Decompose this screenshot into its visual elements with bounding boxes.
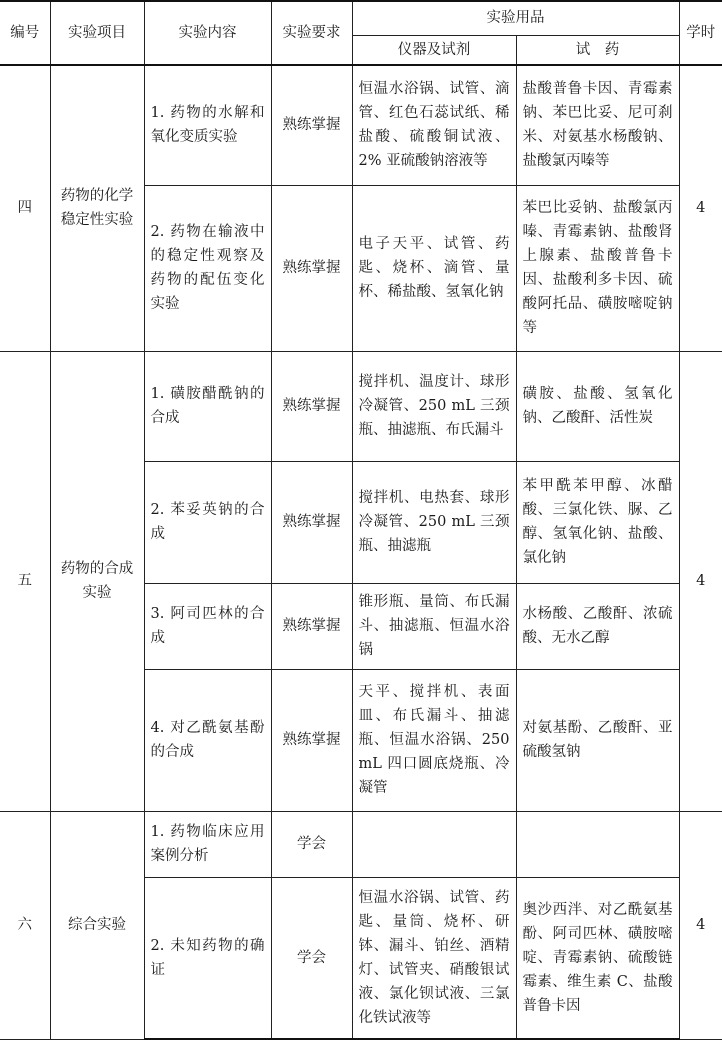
row-instruments: 搅拌机、电热套、球形冷凝管、250 mL 三颈瓶、抽滤瓶: [352, 461, 516, 583]
group-number: 五: [0, 351, 50, 811]
header-content: 实验内容: [144, 1, 271, 65]
row-requirement: 熟练掌握: [271, 65, 352, 185]
row-content: 2. 未知药物的确证: [144, 877, 271, 1039]
row-instruments: 搅拌机、温度计、球形冷凝管、250 mL 三颈瓶、抽滤瓶、布氏漏斗: [352, 351, 516, 461]
group-number: 六: [0, 811, 50, 1039]
row-content: 1. 药物临床应用案例分析: [144, 811, 271, 877]
row-reagents: 奥沙西泮、对乙酰氨基酚、阿司匹林、磺胺嘧啶、青霉素钠、硫酸链霉素、维生素 C、盐酸普鲁卡因: [516, 877, 679, 1039]
header-hours: 学时: [679, 1, 722, 65]
table-row: [0, 351, 722, 461]
row-reagents: [516, 811, 679, 877]
row-requirement: 熟练掌握: [271, 185, 352, 351]
row-reagents: 苯巴比妥钠、盐酸氯丙嗪、青霉素钠、盐酸肾上腺素、盐酸普鲁卡因、盐酸利多卡因、硫酸阿托品、磺胺嘧啶钠等: [516, 185, 679, 351]
group-project: 药物的合成实验: [50, 351, 144, 811]
header-reagents: 试 药: [516, 35, 679, 65]
row-reagents: 水杨酸、乙酸酐、浓硫酸、无水乙醇: [516, 583, 679, 669]
header-instruments: 仪器及试剂: [352, 35, 516, 65]
group-hours: 4: [679, 811, 722, 1039]
header-requirement: 实验要求: [271, 1, 352, 65]
row-requirement: 学会: [271, 877, 352, 1039]
row-reagents: 盐酸普鲁卡因、青霉素钠、苯巴比妥、尼可刹米、对氨基水杨酸钠、盐酸氯丙嗪等: [516, 65, 679, 185]
row-reagents: 苯甲酰苯甲醇、冰醋酸、三氯化铁、脲、乙醇、氢氧化钠、盐酸、氯化钠: [516, 461, 679, 583]
row-content: 2. 苯妥英钠的合成: [144, 461, 271, 583]
row-content: 1. 磺胺醋酰钠的合成: [144, 351, 271, 461]
row-instruments: 电子天平、试管、药匙、烧杯、滴管、量杯、稀盐酸、氢氧化钠: [352, 185, 516, 351]
row-requirement: 熟练掌握: [271, 461, 352, 583]
table-row: [0, 65, 722, 185]
row-instruments: 恒温水浴锅、试管、滴管、红色石蕊试纸、稀盐酸、硫酸铜试液、2% 亚硫酸钠溶液等: [352, 65, 516, 185]
row-reagents: 磺胺、盐酸、氢氧化钠、乙酸酐、活性炭: [516, 351, 679, 461]
row-instruments: 恒温水浴锅、试管、药匙、量筒、烧杯、研钵、漏斗、铂丝、酒精灯、试管夹、硝酸银试液、氯化钡试液、三氯化铁试液等: [352, 877, 516, 1039]
group-project: 综合实验: [50, 811, 144, 1039]
header-num: 编号: [0, 1, 50, 65]
header-project: 实验项目: [50, 1, 144, 65]
row-content: 2. 药物在输液中的稳定性观察及药物的配伍变化实验: [144, 185, 271, 351]
group-number: 四: [0, 65, 50, 351]
row-instruments: 锥形瓶、量筒、布氏漏斗、抽滤瓶、恒温水浴锅: [352, 583, 516, 669]
row-requirement: 学会: [271, 811, 352, 877]
header-supplies: 实验用品: [352, 1, 679, 35]
row-requirement: 熟练掌握: [271, 351, 352, 461]
row-content: 1. 药物的水解和氧化变质实验: [144, 65, 271, 185]
row-instruments: 天平、搅拌机、表面皿、布氏漏斗、抽滤瓶、恒温水浴锅、250 mL 四口圆底烧瓶、冷凝管: [352, 669, 516, 811]
row-requirement: 熟练掌握: [271, 583, 352, 669]
table-row: [0, 811, 722, 877]
group-hours: 4: [679, 65, 722, 351]
group-hours: 4: [679, 351, 722, 811]
row-content: 3. 阿司匹林的合成: [144, 583, 271, 669]
row-content: 4. 对乙酰氨基酚的合成: [144, 669, 271, 811]
row-instruments: [352, 811, 516, 877]
group-project: 药物的化学稳定性实验: [50, 65, 144, 351]
row-requirement: 熟练掌握: [271, 669, 352, 811]
row-reagents: 对氨基酚、乙酸酐、亚硫酸氢钠: [516, 669, 679, 811]
